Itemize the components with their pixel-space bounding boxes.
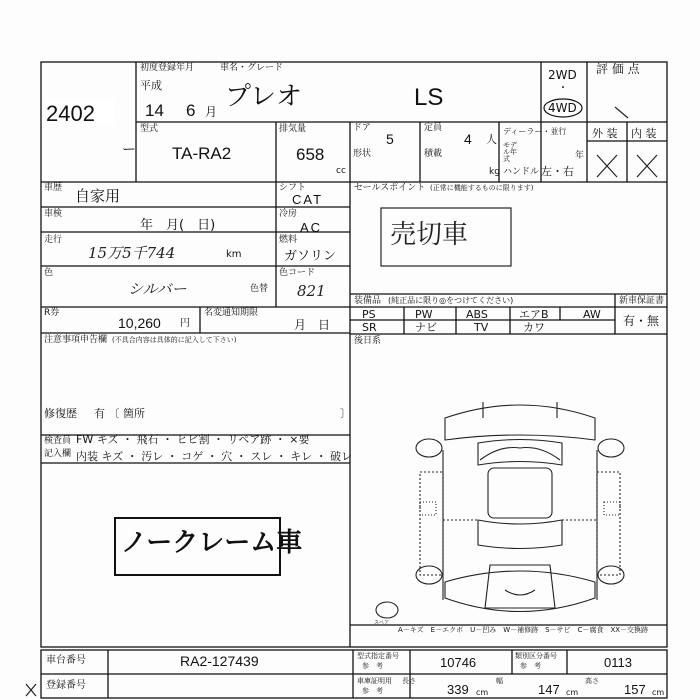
equipment-item-r2-0: SR: [362, 321, 377, 334]
damage-legend: A－キズ E－エクボ U－凹み W－補修跡 S－サビ C－腐食 XX－交換跡: [398, 626, 649, 634]
length-unit: cm: [476, 688, 489, 697]
equipment-item-r2-2: TV: [474, 321, 489, 334]
lot-number-box: [44, 98, 114, 126]
model-name: プレオ: [225, 82, 302, 112]
equipment-label: 装備品: [354, 296, 382, 306]
repair-close: 〕: [340, 407, 351, 420]
capacity-label: 定員: [424, 123, 443, 133]
reg-year: 14: [145, 101, 164, 120]
chassis-label: 車台番号: [46, 655, 86, 666]
height-unit: cm: [652, 688, 665, 697]
drive-4wd: 4WD: [548, 101, 577, 115]
displacement-label: 排気量: [279, 124, 307, 134]
first-reg-label: 初度登録年月: [140, 63, 195, 73]
color-value: シルバー: [128, 280, 187, 298]
fuel-label: 燃料: [279, 235, 298, 245]
sales-point-handwritten: 売切車: [390, 220, 469, 250]
lot-number: 2402: [46, 101, 95, 126]
capacity-unit: 人: [486, 133, 497, 146]
no-claim-stamp: ノークレーム車: [121, 528, 303, 558]
displacement-value: 658: [296, 145, 325, 164]
model-year-unit: 年: [575, 151, 585, 161]
color-change-label: 色替: [250, 284, 269, 294]
hand-mark: ー: [122, 142, 136, 158]
shift-label: シフト: [279, 183, 307, 193]
equipment-sub: (純正品に限り◎をつけてください): [388, 296, 514, 305]
inspector-label-1: 検査員: [44, 436, 72, 446]
height-label: 高さ: [585, 677, 599, 685]
chassis-value: RA2-127439: [180, 653, 259, 669]
inspector-label-2: 記入欄: [44, 449, 72, 459]
fuel-value: ガソリン: [284, 249, 337, 264]
reg-month: 6: [186, 101, 196, 120]
recycle-value: 10,260: [118, 315, 161, 331]
interior-label: 内 装: [631, 127, 657, 140]
load-label: 積載: [424, 149, 443, 159]
height-value: 157: [624, 682, 646, 697]
model-cert-label: 型式指定番号: [357, 652, 399, 660]
mileage-label: 走行: [44, 235, 63, 245]
reg-cert-label: 車庫証明用: [357, 677, 392, 685]
model-cert-value: 10746: [440, 655, 477, 670]
type-label: 型式: [140, 124, 159, 134]
shape-label: 形状: [353, 149, 372, 159]
load-unit: kg: [489, 167, 500, 177]
history-label: 車歴: [44, 183, 63, 193]
model-year-label: モデル年式: [503, 141, 517, 163]
width-label: 幅: [496, 677, 503, 685]
handle-label: ハンドル: [503, 167, 540, 177]
category-value: 0113: [604, 655, 632, 670]
color-code-label: 色コード: [279, 268, 316, 278]
recycle-unit: 円: [180, 318, 190, 329]
capacity-value: 4: [464, 131, 472, 147]
color-code-value: 821: [297, 282, 326, 300]
width-value: 147: [538, 682, 560, 697]
reg-cert-sub: 参 考: [362, 687, 383, 695]
equipment-item-4: AW: [583, 308, 601, 321]
repair-label: 修復歴: [44, 407, 77, 420]
history-value: 自家用: [75, 187, 121, 205]
mileage-unit: km: [226, 249, 242, 260]
equipment-item-2: ABS: [466, 308, 488, 321]
equipment-item-r2-3: カワ: [523, 321, 545, 334]
type-value: TA-RA2: [172, 144, 232, 163]
category-label: 類別区分番号: [515, 652, 557, 660]
doors-value: 5: [386, 131, 394, 147]
name-change-value: 月 日: [294, 318, 331, 332]
shift-value: CAT: [292, 192, 324, 207]
warranty-label: 新車保証書: [619, 296, 665, 306]
inspection-value: 年 月( 日): [140, 218, 216, 233]
name-change-label: 名変通知期限: [204, 308, 259, 318]
drive-2wd: 2WD: [548, 68, 577, 82]
drive-dot: ・: [558, 83, 568, 94]
equipment-item-r2-1: ナビ: [415, 321, 437, 334]
inspector-row-1: FW キズ ・ 飛石 ・ ヒビ割 ・ リペア跡 ・ ×要: [76, 433, 310, 446]
car-body-diagram: [376, 402, 624, 618]
ac-label: 冷房: [279, 209, 298, 219]
car-name-label: 車名・グレード: [220, 63, 284, 73]
inspector-row-2: 内装 キズ ・ 汚レ ・ コゲ ・ 穴 ・ スレ ・ キレ ・ 破レ: [76, 450, 353, 463]
notes-label: 注意事項申告欄: [44, 335, 108, 345]
dealer-label: ディーラー・並行: [503, 127, 567, 136]
width-unit: cm: [566, 688, 579, 697]
inspection-label: 車検: [44, 209, 63, 219]
reg-number-label: 登録番号: [46, 680, 86, 691]
exterior-label: 外 装: [592, 127, 618, 140]
repair-value: 有 〔 箇所: [94, 407, 145, 420]
mileage-value: 15万5千744: [88, 244, 176, 262]
handle-value: 左・右: [541, 165, 574, 178]
grade: LS: [414, 84, 444, 111]
month-suffix: 月: [205, 105, 218, 119]
model-cert-sub: 参 考: [362, 662, 383, 670]
equipment-item-1: PW: [415, 308, 433, 321]
warranty-value: 有・無: [623, 314, 660, 328]
length-value: 339: [447, 682, 469, 697]
spare-label: スペア: [374, 620, 390, 626]
displacement-unit: cc: [336, 166, 346, 176]
notes-sub: (不具合内容は具体的に記入して下さい): [112, 336, 237, 344]
category-sub: 参 考: [520, 662, 541, 670]
recycle-label: R券: [44, 308, 60, 318]
eval-label: 評 価 点: [596, 62, 640, 76]
era: 平成: [140, 79, 162, 92]
ac-value: AC: [300, 220, 323, 235]
doors-label: ドア: [353, 123, 371, 133]
rear-seat-label: 後日系: [354, 336, 382, 346]
sales-point-label: セールスポイント: [354, 183, 426, 193]
equipment-item-0: PS: [362, 308, 376, 321]
color-label: 色: [44, 268, 54, 278]
sales-point-sub: (正常に機能するものに限ります): [430, 184, 534, 192]
equipment-item-3: エアB: [519, 308, 549, 321]
length-label: 長さ: [402, 677, 416, 685]
